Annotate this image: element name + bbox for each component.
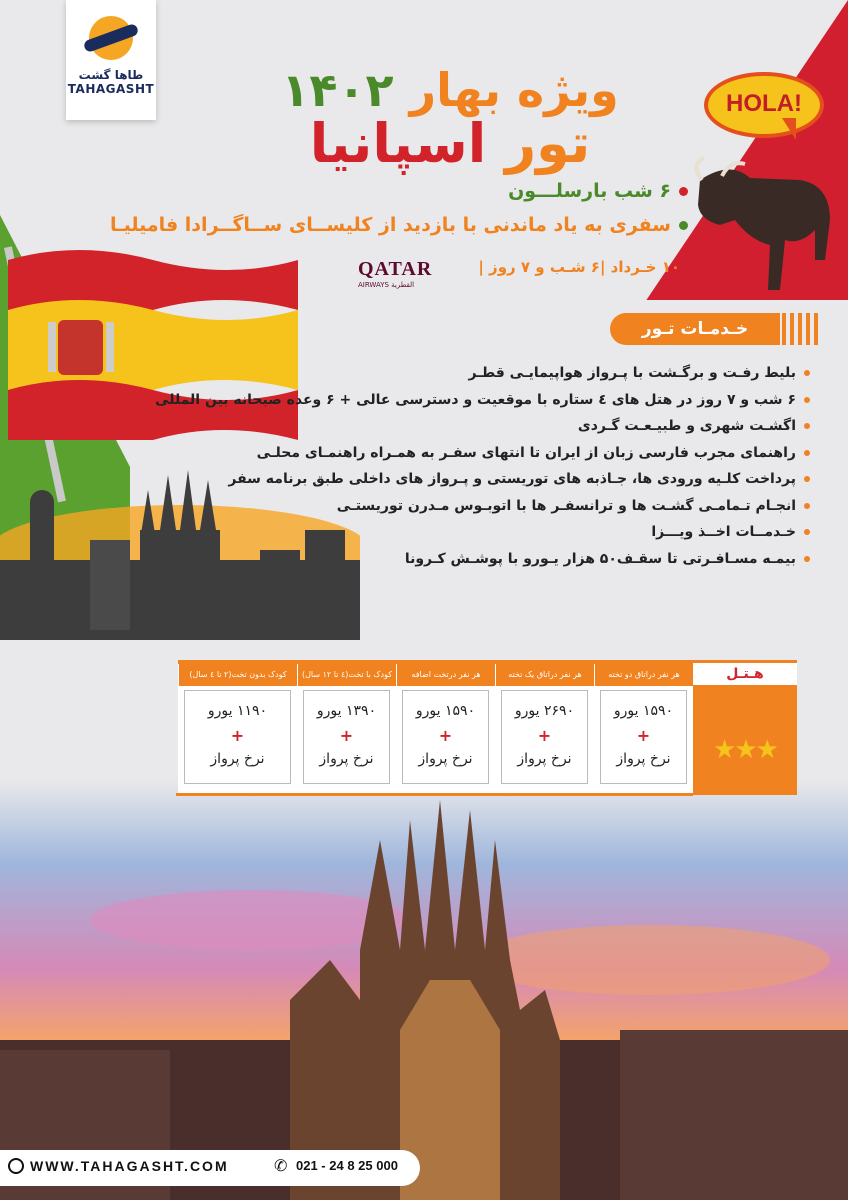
title-country: اسپانیا — [309, 112, 487, 175]
service-item — [228, 466, 810, 493]
price-value: ۱۱۹۰ یورو — [207, 703, 268, 719]
price-value: ۱۵۹۰ یورو — [613, 703, 674, 719]
bullet-icon — [804, 370, 810, 376]
airline-name: QATAR — [358, 258, 433, 280]
service-text: ۶ شب و ۷ روز در هتل های ٤ ستاره با موقعیت و دسترسی عالی + ۶ وعده صبحانه بین المللی — [155, 391, 796, 408]
title-tour: تور — [505, 112, 591, 175]
plus-icon: + — [230, 726, 245, 745]
logo-name-fa: طاها گشت — [78, 68, 144, 82]
service-text: اگشـت شهری و طبیـعـت گـردی — [577, 418, 796, 434]
phone-number[interactable]: 021 - 24 8 25 000 — [296, 1158, 398, 1173]
service-text: انجـام تـمامـی گشـت ها و ترانسفـر ها با اتوبـوس مـدرن توریستـی — [336, 497, 796, 514]
service-item — [250, 546, 810, 573]
column-header: هر نفر دراتاق یک تخته — [495, 664, 594, 686]
column-header: کودک بدون تخت(۲ تا ٤ سال) — [178, 664, 297, 686]
services-header: خـدمـات تـور — [610, 313, 780, 345]
price-column-child-bed — [297, 660, 396, 795]
red-dot-icon — [679, 187, 688, 196]
service-item — [250, 360, 810, 387]
price-column-extra-bed — [396, 660, 495, 795]
service-text: پرداخت کلـیه ورودی ها، جـاذبه های توریستی و پـرواز های داخلی طبق برنامه سفر — [228, 471, 796, 487]
airline-sub: AIRWAYS القطرية — [358, 281, 415, 289]
service-item — [250, 519, 810, 546]
bullet-icon — [804, 397, 810, 403]
price-column-child-no-bed — [178, 660, 297, 795]
flight-fare-label: نرخ پرواز — [616, 751, 671, 767]
price-cell — [600, 690, 687, 784]
price-value: ۱۳۹۰ یورو — [316, 703, 377, 719]
hola-bubble-tail — [782, 118, 796, 140]
title-line-2 — [240, 112, 660, 176]
price-cell — [303, 690, 390, 784]
tour-date: ۱۰ خـرداد |۶ شـب و ۷ روز | — [478, 258, 680, 276]
hotel-header: هـتـل — [693, 663, 797, 685]
services-header-stripes — [782, 313, 822, 345]
service-text: بلیط رفـت و برگـشت با پـرواز هواپیمایـی قطـر — [468, 365, 796, 381]
column-header: هر نفر درتخت اضافه — [396, 664, 495, 686]
flight-fare-label: نرخ پرواز — [517, 751, 572, 767]
service-item — [250, 493, 810, 520]
price-cell — [184, 690, 291, 784]
bullet-icon — [804, 503, 810, 509]
plus-icon: + — [339, 726, 354, 745]
sagrada-familia-photo — [0, 780, 848, 1200]
highlight-visit — [110, 214, 688, 236]
services-list — [155, 360, 810, 572]
service-item — [250, 440, 810, 467]
flight-fare-label: نرخ پرواز — [418, 751, 473, 767]
column-header: هر نفر دراتاق دو تخته — [594, 664, 693, 686]
highlight-nights — [508, 180, 688, 202]
price-cell — [501, 690, 588, 784]
bull-icon — [690, 150, 840, 300]
title-year: ۱۴۰۲ — [281, 63, 394, 117]
price-column-single — [495, 660, 594, 795]
service-item — [155, 387, 810, 414]
hola-bubble: HOLA! — [704, 72, 824, 138]
price-cell — [402, 690, 489, 784]
plus-icon: + — [537, 726, 552, 745]
column-header: کودک با تخت(٤ تا ۱۲ سال) — [297, 664, 396, 686]
service-item — [250, 413, 810, 440]
service-text: بیمـه مسـافـرتی تا سقـف۵۰ هزار یـورو با پوشـش کـرونا — [404, 550, 796, 567]
title-season: ویژه بهار — [409, 63, 619, 117]
bullet-icon — [804, 476, 810, 482]
title-line-1 — [230, 62, 670, 118]
brand-logo[interactable] — [66, 0, 156, 120]
logo-name-en: TAHAGASHT — [67, 82, 155, 96]
highlight-text: سفری به یاد ماندنی با بازدید از کلیســای ســاگــرادا فامیلیـا — [109, 214, 671, 236]
logo-mark-icon — [89, 16, 133, 60]
globe-icon — [8, 1158, 24, 1174]
bullet-icon — [804, 450, 810, 456]
green-dot-icon — [679, 221, 688, 230]
qatar-airways-logo — [358, 258, 468, 288]
price-value: ۱۵۹۰ یورو — [415, 703, 476, 719]
plus-icon: + — [438, 726, 453, 745]
website-link[interactable]: WWW.TAHAGASHT.COM — [30, 1158, 229, 1174]
highlight-text: ۶ شب بارسلـــون — [508, 180, 671, 202]
price-column-double — [594, 660, 693, 795]
service-text: راهنمای مجرب فارسی زبان از ایران تا انتهای سفـر به همـراه راهنمـای محلـی — [256, 444, 796, 461]
bullet-icon — [804, 423, 810, 429]
three-stars-icon: ★★★ — [713, 735, 777, 765]
plus-icon: + — [636, 726, 651, 745]
price-value: ۲۶۹۰ یورو — [514, 703, 575, 719]
bullet-icon — [804, 556, 810, 562]
table-bottom-border — [176, 793, 693, 796]
bullet-icon — [804, 529, 810, 535]
phone-icon: ✆ — [274, 1156, 288, 1175]
flight-fare-label: نرخ پرواز — [210, 751, 265, 767]
flight-fare-label: نرخ پرواز — [319, 751, 374, 767]
service-text: خـدمــات اخــذ ویـــزا — [651, 524, 796, 540]
